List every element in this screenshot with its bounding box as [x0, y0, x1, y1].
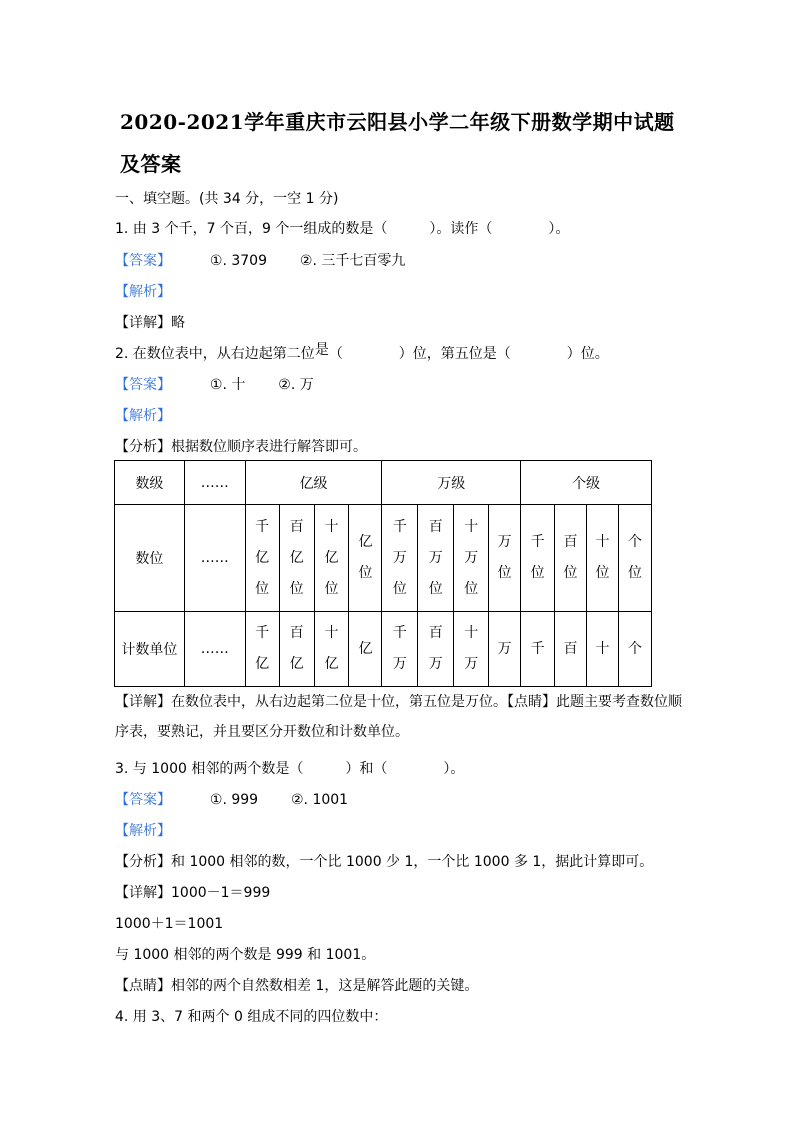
answer-3-row — [115, 789, 348, 809]
unit-cell — [418, 612, 454, 687]
cell-char: 千 — [392, 625, 407, 641]
level-yi: 亿级 — [245, 461, 382, 505]
question-2-part-a: 2. 在数位表中，从右边起第二位 — [115, 346, 315, 362]
cell-char: 亿 — [358, 534, 373, 550]
detail-1: 【详解】略 — [115, 315, 185, 331]
cell-char: 位 — [428, 580, 443, 597]
ellipsis-cell: …… — [184, 461, 245, 505]
unit-cell — [314, 612, 349, 687]
answer-2-row — [115, 374, 314, 394]
remark-3: 【点睛】相邻的两个自然数相差 1，这是解答此题的关键。 — [115, 978, 479, 994]
place-cell — [587, 505, 619, 612]
detail-3: 【详解】1000－1＝999 — [115, 885, 271, 901]
cell-char: 百 — [428, 625, 443, 641]
cell-char: 百 — [289, 625, 304, 641]
unit-cell — [279, 612, 314, 687]
cell-char: 位 — [497, 565, 512, 581]
analysis-tag: 【解析】 — [115, 408, 171, 424]
table-row-levels — [115, 461, 652, 505]
question-1: 1. 由 3 个千，7 个百，9 个一组成的数是（ ）。读作（ ）。 — [115, 221, 570, 237]
cell-char: 千 — [255, 518, 270, 535]
document-title-line2: 及答案 — [120, 152, 182, 176]
answer-tag: 【答案】 — [115, 253, 171, 269]
unit-cell — [618, 612, 651, 687]
place-cell — [349, 505, 382, 612]
cell-char: 十 — [595, 640, 610, 657]
ellipsis-cell: …… — [184, 505, 245, 612]
cell-char: 百 — [428, 518, 443, 535]
place-cell — [382, 505, 418, 612]
place-cell — [521, 505, 555, 612]
cell-char: 万 — [428, 549, 443, 566]
unit-cell — [245, 612, 279, 687]
cell-char: 亿 — [289, 656, 304, 672]
answer-1-part-2: ②. 三千七百零九 — [299, 253, 406, 269]
question-3: 3. 与 1000 相邻的两个数是（ ）和（ ）。 — [115, 761, 465, 777]
section-heading: 一、填空题。(共 34 分，一空 1 分) — [115, 191, 339, 207]
answer-1-row — [115, 250, 405, 270]
question-2-part-b: 是 — [314, 342, 329, 358]
cell-char: 万 — [392, 549, 407, 566]
cell-char: 亿 — [324, 549, 339, 566]
cell-char: 亿 — [255, 656, 270, 672]
place-value-table — [114, 460, 652, 687]
cell-char: 十 — [324, 625, 339, 641]
cell-char: 位 — [627, 565, 642, 581]
cell-char: 个 — [627, 534, 642, 550]
cell-char: 十 — [324, 518, 339, 535]
cell-char: 万 — [497, 640, 512, 657]
row-label-units: 计数单位 — [115, 612, 185, 687]
answer-3-part-1: ①. 999 — [209, 792, 259, 808]
answer-3-part-2: ②. 1001 — [291, 792, 349, 808]
cell-char: 位 — [464, 580, 479, 597]
detail-2: 【详解】在数位表中，从右边起第二位是十位，第五位是万位。【点睛】此题主要考查数位顺序表，要熟记，并且要区分开数位和计数单位。 — [115, 694, 682, 740]
place-cell — [418, 505, 454, 612]
place-cell — [555, 505, 587, 612]
cell-char: 百 — [563, 534, 578, 550]
cell-char: 千 — [530, 640, 545, 657]
cell-char: 十 — [595, 534, 610, 550]
cell-char: 亿 — [324, 656, 339, 672]
unit-cell — [489, 612, 521, 687]
unit-cell — [521, 612, 555, 687]
cell-char: 位 — [563, 565, 578, 581]
cell-char: 千 — [392, 518, 407, 535]
cell-char: 位 — [255, 580, 270, 597]
ellipsis-cell: …… — [184, 612, 245, 687]
level-wan: 万级 — [382, 461, 521, 505]
unit-cell — [587, 612, 619, 687]
unit-cell — [382, 612, 418, 687]
cell-char: 位 — [595, 565, 610, 581]
cell-char: 千 — [255, 625, 270, 641]
unit-cell — [454, 612, 489, 687]
cell-char: 百 — [563, 640, 578, 657]
cell-char: 个 — [627, 640, 642, 657]
place-cell — [454, 505, 489, 612]
cell-char: 万 — [497, 534, 512, 550]
table-row-units — [115, 612, 652, 687]
cell-char: 位 — [392, 580, 407, 597]
question-4: 4. 用 3、7 和两个 0 组成不同的四位数中： — [115, 1009, 388, 1025]
cell-char: 位 — [358, 565, 373, 581]
cell-char: 位 — [530, 565, 545, 581]
cell-char: 万 — [464, 549, 479, 566]
place-cell — [245, 505, 279, 612]
cell-char: 位 — [324, 580, 339, 597]
detail-3-line-3: 与 1000 相邻的两个数是 999 和 1001。 — [115, 947, 376, 963]
cell-char: 万 — [464, 656, 479, 672]
analysis-tag: 【解析】 — [115, 284, 171, 300]
place-cell — [279, 505, 314, 612]
document-title-line1: 2020-2021学年重庆市云阳县小学二年级下册数学期中试题 — [120, 110, 675, 134]
row-label-levels: 数级 — [115, 461, 185, 505]
place-cell — [489, 505, 521, 612]
place-cell — [314, 505, 349, 612]
cell-char: 百 — [289, 518, 304, 535]
cell-char: 万 — [428, 656, 443, 672]
answer-tag: 【答案】 — [115, 377, 171, 393]
answer-1-part-1: ①. 3709 — [209, 253, 267, 269]
level-ge: 个级 — [521, 461, 652, 505]
cell-char: 亿 — [289, 549, 304, 566]
cell-char: 位 — [289, 580, 304, 597]
cell-char: 千 — [530, 534, 545, 550]
analysis-tag: 【解析】 — [115, 823, 171, 839]
answer-tag: 【答案】 — [115, 792, 171, 808]
analysis-2: 【分析】根据数位顺序表进行解答即可。 — [115, 439, 367, 455]
cell-char: 亿 — [358, 640, 373, 657]
analysis-3: 【分析】和 1000 相邻的数，一个比 1000 少 1，一个比 1000 多 1，据此计算即可。 — [115, 854, 654, 870]
unit-cell — [555, 612, 587, 687]
unit-cell — [349, 612, 382, 687]
table-row-places — [115, 505, 652, 612]
cell-char: 万 — [392, 656, 407, 672]
place-cell — [618, 505, 651, 612]
question-2-part-c: （ ）位，第五位是（ ）位。 — [328, 346, 609, 362]
question-2 — [115, 343, 609, 363]
cell-char: 亿 — [255, 549, 270, 566]
row-label-places: 数位 — [115, 505, 185, 612]
answer-2-part-1: ①. 十 — [209, 377, 246, 393]
detail-3-line-2: 1000＋1＝1001 — [115, 916, 224, 932]
cell-char: 十 — [464, 518, 479, 535]
cell-char: 十 — [464, 625, 479, 641]
answer-2-part-2: ②. 万 — [278, 377, 314, 393]
